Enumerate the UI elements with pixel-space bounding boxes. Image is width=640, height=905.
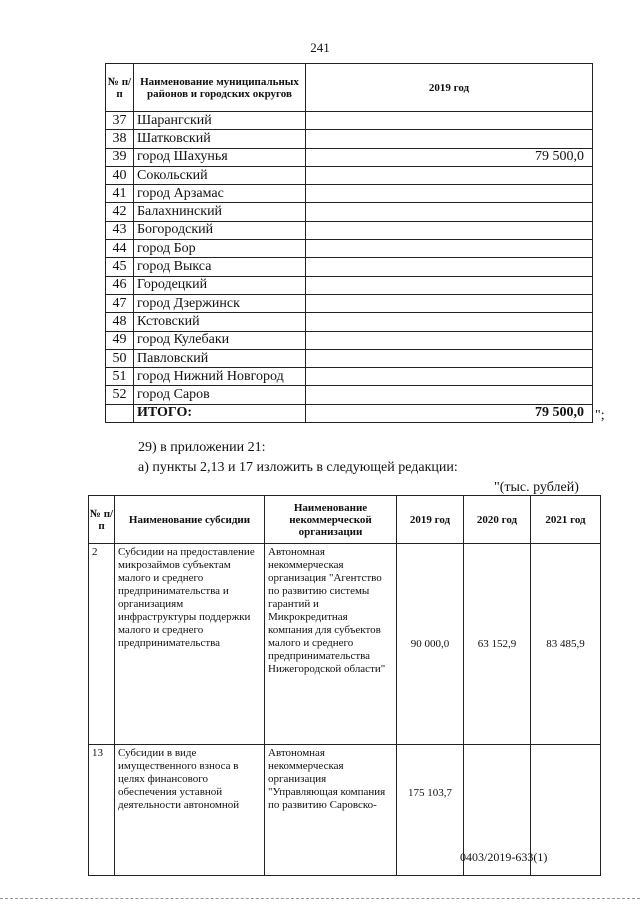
row-num: 38 (106, 130, 134, 148)
value-2019 (306, 294, 593, 312)
municipality-name: Балахнинский (134, 203, 306, 221)
table-row (106, 221, 593, 239)
header-organization: Наименование некоммерческой организации (265, 496, 397, 544)
row-num: 13 (89, 745, 115, 876)
table-row (106, 203, 593, 221)
municipality-name: город Нижний Новгород (134, 368, 306, 386)
row-num: 44 (106, 240, 134, 258)
municipal-table-header (106, 64, 593, 112)
header-year-2019: 2019 год (306, 64, 593, 112)
closing-quote: "; (595, 408, 605, 423)
table-row (106, 349, 593, 367)
table-row (106, 386, 593, 404)
header-year-2019: 2019 год (397, 496, 464, 544)
table-row (106, 148, 593, 166)
table-row (106, 368, 593, 386)
row-num: 43 (106, 221, 134, 239)
subsidy-name: Субсидии в виде имущественного взноса в целях финансового обеспечения уставной деятельности автономной (115, 745, 265, 876)
row-num: 48 (106, 313, 134, 331)
unit-note: "(тыс. рублей) (494, 480, 579, 495)
header-year-2021: 2021 год (531, 496, 601, 544)
subsidy-table (88, 495, 601, 876)
table-row (106, 276, 593, 294)
municipality-name: Богородский (134, 221, 306, 239)
value-2019 (306, 203, 593, 221)
paragraph-items-edit: а) пункты 2,13 и 17 изложить в следующей редакции: (138, 460, 458, 475)
organization-name: Автономная некоммерческая организация "Агентство по развитию системы гарантий и Микрокредитная компания для субъектов малого и среднего предпринимательства Нижегородской области" (265, 544, 397, 745)
page-edge-divider (0, 898, 640, 899)
row-num: 2 (89, 544, 115, 745)
row-num: 46 (106, 276, 134, 294)
row-num: 51 (106, 368, 134, 386)
table-row (106, 166, 593, 184)
header-num: № п/п (106, 64, 134, 112)
municipality-name: Павловский (134, 349, 306, 367)
value-2019 (306, 221, 593, 239)
row-num: 50 (106, 349, 134, 367)
header-municipality: Наименование муниципальных районов и городских округов (134, 64, 306, 112)
value-2019: 79 500,0 (306, 148, 593, 166)
municipality-name: город Бор (134, 240, 306, 258)
document-code: 0403/2019-633(1) (460, 850, 548, 864)
total-label: ИТОГО: (134, 404, 306, 422)
value-2020: 63 152,9 (464, 544, 531, 745)
value-2019 (306, 166, 593, 184)
row-num: 49 (106, 331, 134, 349)
value-2019 (306, 386, 593, 404)
total-row (106, 404, 593, 422)
table-row (106, 112, 593, 130)
municipality-name: Шатковский (134, 130, 306, 148)
table-row (106, 331, 593, 349)
total-num (106, 404, 134, 422)
municipality-name: город Выкса (134, 258, 306, 276)
value-2019 (306, 258, 593, 276)
value-2019 (306, 276, 593, 294)
table-row (106, 240, 593, 258)
municipality-name: Шарангский (134, 112, 306, 130)
value-2019 (306, 331, 593, 349)
table-row (106, 294, 593, 312)
value-2019: 90 000,0 (397, 544, 464, 745)
row-num: 47 (106, 294, 134, 312)
row-num: 40 (106, 166, 134, 184)
municipality-name: Городецкий (134, 276, 306, 294)
municipality-name: город Шахунья (134, 148, 306, 166)
organization-name: Автономная некоммерческая организация "Управляющая компания по развитию Саровско- (265, 745, 397, 876)
municipality-name: город Дзержинск (134, 294, 306, 312)
municipality-name: город Саров (134, 386, 306, 404)
row-num: 52 (106, 386, 134, 404)
header-year-2020: 2020 год (464, 496, 531, 544)
subsidy-table-header (89, 496, 601, 544)
page-number: 241 (310, 40, 330, 55)
value-2019 (306, 368, 593, 386)
subsidy-name: Субсидии на предоставление микрозаймов субъектам малого и среднего предпринимательства и организациям инфраструктуры поддержки малого и среднего предпринимательства (115, 544, 265, 745)
value-2019 (306, 240, 593, 258)
municipality-name: город Кулебаки (134, 331, 306, 349)
municipality-name: Сокольский (134, 166, 306, 184)
value-2021: 83 485,9 (531, 544, 601, 745)
table-row (106, 313, 593, 331)
header-subsidy: Наименование субсидии (115, 496, 265, 544)
value-2019 (306, 112, 593, 130)
row-num: 37 (106, 112, 134, 130)
total-value: 79 500,0 (306, 404, 593, 422)
row-num: 45 (106, 258, 134, 276)
municipal-table (105, 63, 593, 423)
row-num: 42 (106, 203, 134, 221)
value-2019 (306, 130, 593, 148)
table-row (106, 185, 593, 203)
value-2019 (306, 313, 593, 331)
paragraph-appendix-21: 29) в приложении 21: (138, 440, 266, 455)
row-num: 41 (106, 185, 134, 203)
table-row (106, 130, 593, 148)
table-row (89, 544, 601, 745)
table-row (106, 258, 593, 276)
header-num: № п/п (89, 496, 115, 544)
value-2019 (306, 185, 593, 203)
municipality-name: город Арзамас (134, 185, 306, 203)
row-num: 39 (106, 148, 134, 166)
value-2019 (306, 349, 593, 367)
municipality-name: Кстовский (134, 313, 306, 331)
value-2019: 175 103,7 (397, 745, 464, 876)
